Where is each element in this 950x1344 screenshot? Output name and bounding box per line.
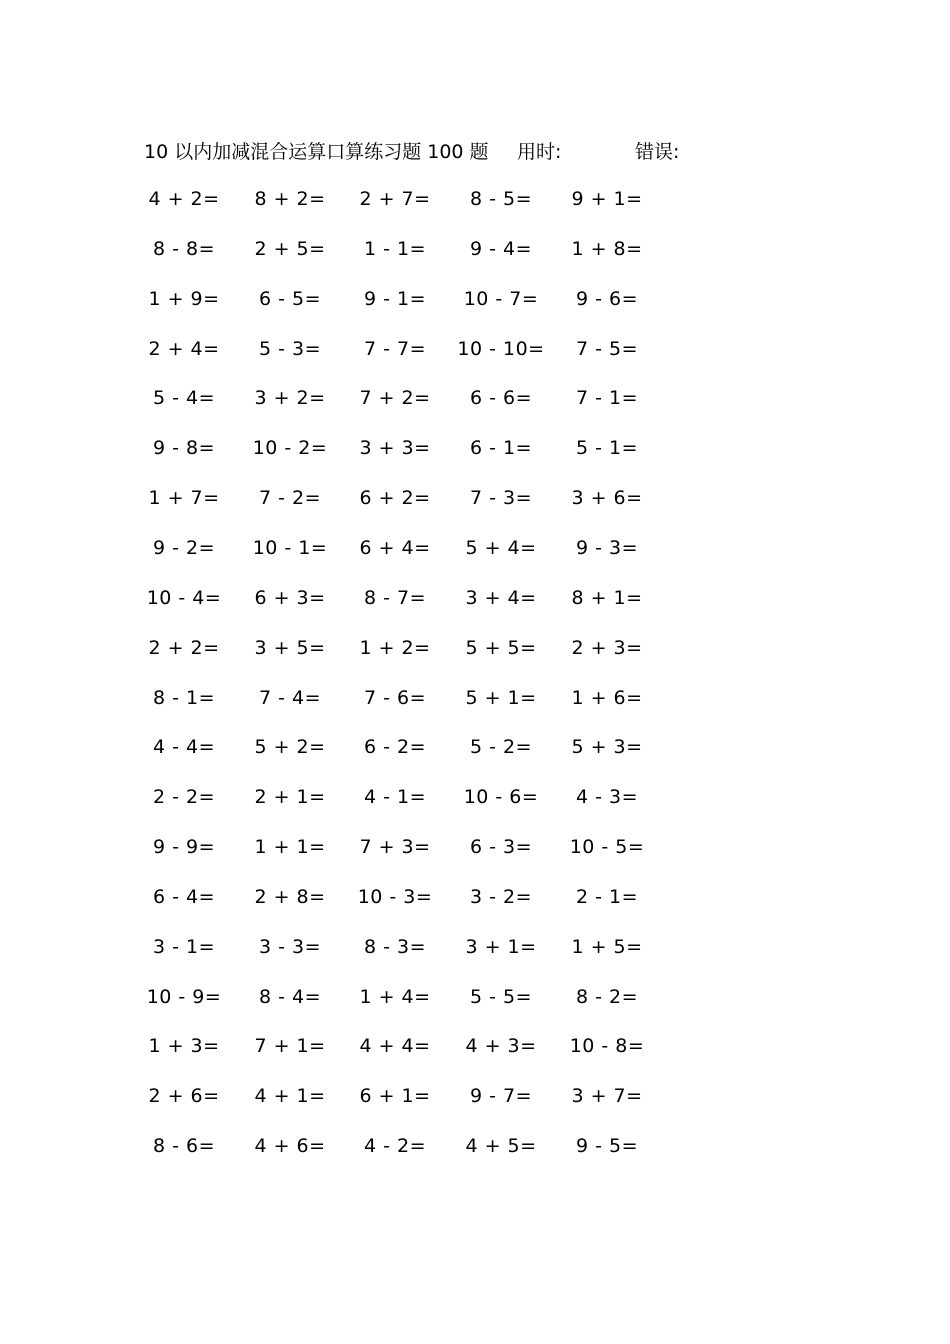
arithmetic-problem: 3 - 2= <box>469 886 533 908</box>
arithmetic-problem: 10 - 9= <box>146 986 222 1008</box>
arithmetic-problem: 10 - 6= <box>463 786 539 808</box>
arithmetic-problem: 1 + 3= <box>148 1035 220 1057</box>
arithmetic-problem: 8 - 8= <box>152 238 216 260</box>
arithmetic-problem: 4 + 5= <box>465 1135 537 1157</box>
arithmetic-problem: 4 - 2= <box>363 1135 427 1157</box>
arithmetic-problem: 2 + 6= <box>148 1085 220 1107</box>
arithmetic-problem: 3 - 3= <box>258 936 322 958</box>
arithmetic-problem: 10 - 7= <box>463 288 539 310</box>
arithmetic-problem: 7 + 2= <box>359 387 431 409</box>
arithmetic-problem: 4 + 2= <box>148 188 220 210</box>
arithmetic-problem: 2 + 8= <box>254 886 326 908</box>
arithmetic-problem: 8 - 3= <box>363 936 427 958</box>
arithmetic-problem: 7 - 2= <box>258 487 322 509</box>
arithmetic-problem: 6 - 1= <box>469 437 533 459</box>
arithmetic-problem: 6 - 5= <box>258 288 322 310</box>
errors-label: 错误: <box>635 141 680 163</box>
arithmetic-problem: 9 - 2= <box>152 537 216 559</box>
arithmetic-problem: 3 + 6= <box>571 487 643 509</box>
arithmetic-problem: 5 + 3= <box>571 736 643 758</box>
arithmetic-problem: 1 + 4= <box>359 986 431 1008</box>
arithmetic-problem: 3 - 1= <box>152 936 216 958</box>
arithmetic-problem: 2 - 2= <box>152 786 216 808</box>
arithmetic-problem: 4 + 6= <box>254 1135 326 1157</box>
arithmetic-problem: 4 - 1= <box>363 786 427 808</box>
arithmetic-problem: 7 + 1= <box>254 1035 326 1057</box>
arithmetic-problem: 10 - 2= <box>252 437 328 459</box>
arithmetic-problem: 8 - 7= <box>363 587 427 609</box>
arithmetic-problem: 9 - 1= <box>363 288 427 310</box>
arithmetic-problem: 9 - 3= <box>575 537 639 559</box>
arithmetic-problem: 6 + 1= <box>359 1085 431 1107</box>
arithmetic-problem: 9 - 5= <box>575 1135 639 1157</box>
arithmetic-problem: 8 - 2= <box>575 986 639 1008</box>
arithmetic-problem: 8 - 5= <box>469 188 533 210</box>
arithmetic-problem: 2 + 2= <box>148 637 220 659</box>
arithmetic-problem: 4 + 3= <box>465 1035 537 1057</box>
arithmetic-problem: 1 + 7= <box>148 487 220 509</box>
arithmetic-problem: 8 - 6= <box>152 1135 216 1157</box>
arithmetic-problem: 9 - 6= <box>575 288 639 310</box>
arithmetic-problem: 3 + 3= <box>359 437 431 459</box>
arithmetic-problem: 6 + 3= <box>254 587 326 609</box>
arithmetic-problem: 7 - 4= <box>258 687 322 709</box>
arithmetic-problem: 2 + 5= <box>254 238 326 260</box>
arithmetic-problem: 2 + 4= <box>148 338 220 360</box>
arithmetic-problem: 5 + 1= <box>465 687 537 709</box>
arithmetic-problem: 7 - 6= <box>363 687 427 709</box>
arithmetic-problem: 3 + 4= <box>465 587 537 609</box>
arithmetic-problem: 2 - 1= <box>575 886 639 908</box>
arithmetic-problem: 9 - 7= <box>469 1085 533 1107</box>
arithmetic-problem: 5 - 3= <box>258 338 322 360</box>
arithmetic-problem: 10 - 8= <box>569 1035 645 1057</box>
arithmetic-problem: 6 + 4= <box>359 537 431 559</box>
arithmetic-problem: 5 - 4= <box>152 387 216 409</box>
arithmetic-problem: 1 + 5= <box>571 936 643 958</box>
arithmetic-problem: 6 - 6= <box>469 387 533 409</box>
arithmetic-problem: 1 - 1= <box>363 238 427 260</box>
arithmetic-problem: 4 - 4= <box>152 736 216 758</box>
arithmetic-problem: 2 + 7= <box>359 188 431 210</box>
arithmetic-problem: 4 - 3= <box>575 786 639 808</box>
arithmetic-problem: 3 + 2= <box>254 387 326 409</box>
arithmetic-problem: 10 - 5= <box>569 836 645 858</box>
arithmetic-problem: 5 + 5= <box>465 637 537 659</box>
arithmetic-problem: 5 - 1= <box>575 437 639 459</box>
arithmetic-problem: 8 - 1= <box>152 687 216 709</box>
arithmetic-problem: 7 - 5= <box>575 338 639 360</box>
arithmetic-problem: 10 - 1= <box>252 537 328 559</box>
arithmetic-problem: 9 - 4= <box>469 238 533 260</box>
arithmetic-problem: 7 + 3= <box>359 836 431 858</box>
arithmetic-problem: 3 + 5= <box>254 637 326 659</box>
arithmetic-problem: 6 - 2= <box>363 736 427 758</box>
arithmetic-problem: 5 + 2= <box>254 736 326 758</box>
worksheet-title: 10 以内加减混合运算口算练习题 100 题 <box>144 141 489 163</box>
arithmetic-problem: 8 + 2= <box>254 188 326 210</box>
arithmetic-problem: 10 - 3= <box>357 886 433 908</box>
arithmetic-problem: 10 - 4= <box>146 587 222 609</box>
arithmetic-problem: 3 + 1= <box>465 936 537 958</box>
arithmetic-problem: 4 + 4= <box>359 1035 431 1057</box>
arithmetic-problem: 7 - 1= <box>575 387 639 409</box>
arithmetic-problem: 5 - 2= <box>469 736 533 758</box>
arithmetic-problem: 2 + 3= <box>571 637 643 659</box>
arithmetic-problem: 7 - 3= <box>469 487 533 509</box>
arithmetic-problem: 4 + 1= <box>254 1085 326 1107</box>
arithmetic-problem: 6 - 4= <box>152 886 216 908</box>
arithmetic-problem: 6 - 3= <box>469 836 533 858</box>
arithmetic-problem: 5 - 5= <box>469 986 533 1008</box>
arithmetic-problem: 1 + 8= <box>571 238 643 260</box>
arithmetic-problem: 1 + 9= <box>148 288 220 310</box>
arithmetic-problem: 7 - 7= <box>363 338 427 360</box>
time-label: 用时: <box>517 141 562 163</box>
arithmetic-problem: 8 - 4= <box>258 986 322 1008</box>
arithmetic-problem: 10 - 10= <box>457 338 545 360</box>
arithmetic-problem: 1 + 6= <box>571 687 643 709</box>
arithmetic-problem: 6 + 2= <box>359 487 431 509</box>
arithmetic-problem: 9 - 8= <box>152 437 216 459</box>
arithmetic-problem: 9 + 1= <box>571 188 643 210</box>
arithmetic-problem: 3 + 7= <box>571 1085 643 1107</box>
arithmetic-problem: 8 + 1= <box>571 587 643 609</box>
arithmetic-problem: 9 - 9= <box>152 836 216 858</box>
arithmetic-problem: 2 + 1= <box>254 786 326 808</box>
arithmetic-problem: 1 + 2= <box>359 637 431 659</box>
arithmetic-problem: 5 + 4= <box>465 537 537 559</box>
arithmetic-problem: 1 + 1= <box>254 836 326 858</box>
